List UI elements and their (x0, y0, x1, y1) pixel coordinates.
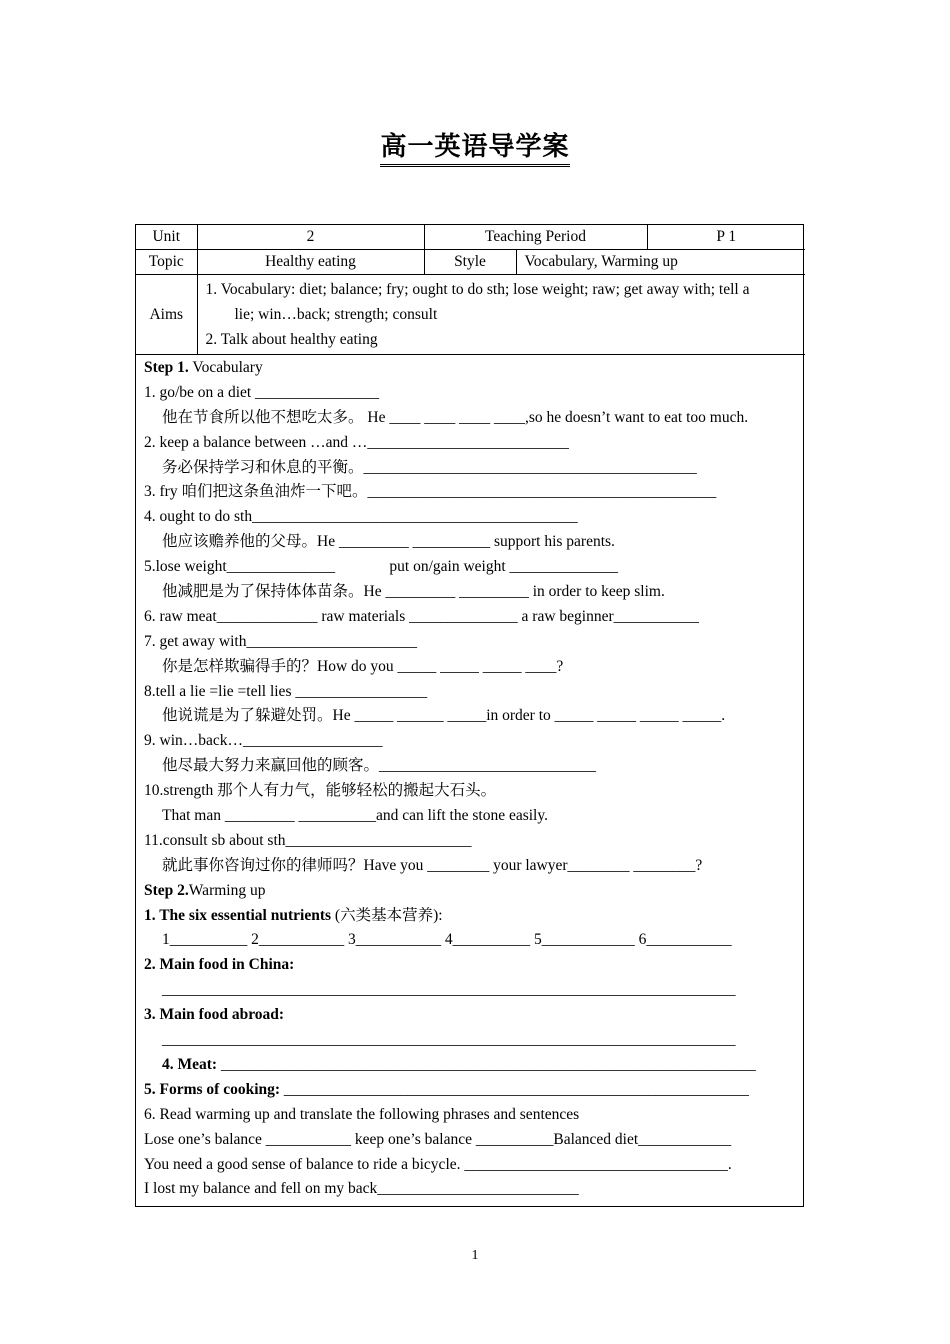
vocab-line: 他减肥是为了保持体体苗条。He _________ _________ in order to keep slim. (162, 583, 665, 601)
vocab-line: 11.consult sb about sth________________________ (144, 831, 472, 849)
unit-value: 2 (197, 225, 424, 250)
topic-label: Topic (136, 250, 197, 275)
sentence-line: I lost my balance and fell on my back__________________________ (144, 1180, 579, 1198)
vocab-line: 10.strength 那个人有力气，能够轻松的搬起大石头。 (144, 782, 497, 800)
style-label: Style (424, 250, 516, 275)
vocab-line: 他在节食所以他不想吃太多。 He ____ ____ ____ ____,so he doesn’t want to eat too much. (162, 408, 749, 426)
main-food-abroad-heading: 3. Main food abroad: (144, 1006, 285, 1024)
vocab-line: 务必保持学习和休息的平衡。___________________________________________ (162, 458, 697, 476)
vocab-line: 9. win…back…__________________ (144, 732, 383, 750)
vocab-line: 就此事你咨询过你的律师吗？Have you ________ your lawyer________ ________? (162, 856, 703, 874)
vocab-line: 8.tell a lie =lie =tell lies _________________ (144, 682, 428, 700)
vocab-line: 他尽最大努力来赢回他的顾客。____________________________ (162, 757, 597, 775)
aims-line: 1. Vocabulary: diet; balance; fry; ought to do sth; lose weight; raw; get away with; tell a (205, 281, 750, 298)
vocab-line: 5.lose weight______________ put on/gain weight ______________ (144, 558, 619, 576)
aims-line: 2. Talk about healthy eating (205, 331, 378, 348)
page-title: 高一英语导学案 (0, 130, 950, 167)
vocab-line: 4. ought to do sth__________________________________________ (144, 508, 578, 526)
period-value: P 1 (647, 225, 805, 250)
vocab-line: 你是怎样欺骗得手的？How do you _____ _____ _____ ____? (162, 657, 564, 675)
read-instruction: 6. Read warming up and translate the following phrases and sentences (144, 1105, 580, 1123)
step2-heading: Step 2.Warming up (144, 881, 266, 899)
worksheet-body (136, 355, 803, 1206)
step1-heading: Step 1. Vocabulary (144, 359, 263, 376)
aims-label: Aims (136, 275, 197, 355)
nutrients-heading: 1. The six essential nutrients (六类基本营养): (144, 906, 443, 924)
vocab-line: 他应该赡养他的父母。He _________ __________ support his parents. (162, 533, 615, 551)
aims-content (197, 275, 805, 355)
main-food-abroad-blank: __________________________________________________________________________ (162, 1031, 736, 1049)
topic-value: Healthy eating (197, 250, 424, 275)
info-table (136, 225, 805, 355)
vocab-line: 他说谎是为了躲避处罚。He _____ ______ _____in order to _____ _____ _____ _____. (162, 707, 726, 725)
meat-line: 4. Meat: _____________________________________________________________________ (162, 1055, 756, 1073)
worksheet (135, 224, 804, 1207)
main-food-china-blank: __________________________________________________________________________ (162, 981, 736, 999)
cooking-line: 5. Forms of cooking: ____________________________________________________________ (144, 1080, 749, 1098)
period-label: Teaching Period (424, 225, 647, 250)
vocab-line: 1. go/be on a diet ________________ (144, 383, 380, 401)
nutrients-blanks: 1__________ 2___________ 3___________ 4__________ 5____________ 6___________ (162, 931, 732, 949)
page-number: 1 (471, 1248, 479, 1263)
unit-label: Unit (136, 225, 197, 250)
vocab-line: That man _________ __________and can lift the stone easily. (162, 807, 548, 825)
style-value: Vocabulary, Warming up (516, 250, 805, 275)
vocab-line: 3. fry 咱们把这条鱼油炸一下吧。_____________________________________________ (144, 483, 717, 501)
main-food-china-heading: 2. Main food in China: (144, 956, 295, 974)
vocab-line: 6. raw meat_____________ raw materials ______________ a raw beginner___________ (144, 607, 699, 625)
sentence-line: You need a good sense of balance to ride a bicycle. __________________________________. (144, 1155, 732, 1173)
phrases-line: Lose one’s balance ___________ keep one’s balance __________Balanced diet____________ (144, 1130, 732, 1148)
aims-line: lie; win…back; strength; consult (234, 306, 438, 323)
vocab-line: 7. get away with______________________ (144, 632, 417, 650)
vocab-line: 2. keep a balance between …and …__________________________ (144, 433, 569, 451)
